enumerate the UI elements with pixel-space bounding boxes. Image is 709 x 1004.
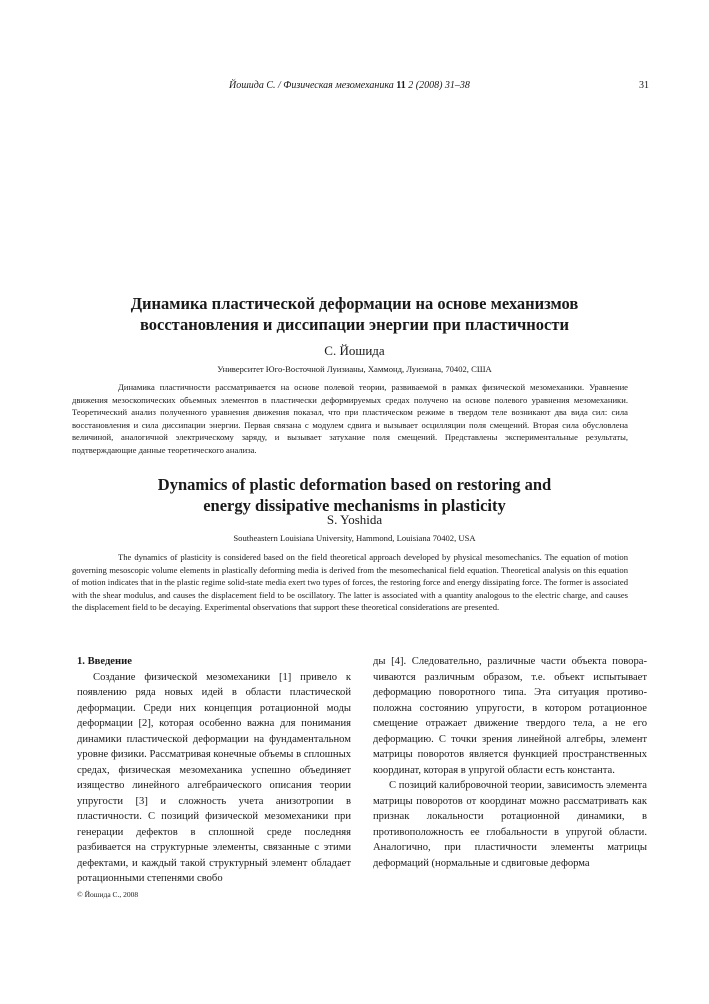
ru-abstract: Динамика пластичности рассматривается на основе полевой теории, развиваемой в рамках физической мезомеханики. Уравнение движения мезоскопических объемных элементов в пластически деформируемых средах получено на основе полевого уравнения мезомеханики. Теоретический анализ полученного уравнения движения показал, что при пластическом режиме в твердом теле возникают два вида сил: сила восстановления и сила диссипации энергии. Первая связана с модулем сдвига и вызывает осцилляции поля смещений. Вторая сила обусловлена величиной, аналогичной электрическому заряду, и вызывает затухание поля смещений. Представлены экспериментальные результаты, подтверждающие данные теоретического анализа. bbox=[72, 382, 628, 455]
header-year-pages: (2008) 31–38 bbox=[415, 80, 470, 91]
copyright-note: © Йошида С., 2008 bbox=[77, 890, 139, 899]
body-paragraph: ды [4]. Следовательно, различные части объекта поворачиваются различным образом, т.е. объект испытывает деформацию поворотного типа. Эта ситуация противоположна состоянию упругости, в котором ротационное смещение отражает движение твердого тела, а не его деформацию. С точки зрения линейной алгебры, элемент матрицы поворотов является функцией пространственных координат, которая в упругой области есть константа. bbox=[373, 656, 647, 776]
body-column-right bbox=[373, 654, 647, 871]
section-heading: 1. Введение bbox=[77, 656, 132, 667]
running-header bbox=[229, 80, 470, 91]
page-number: 31 bbox=[639, 80, 649, 91]
header-issue: 2 bbox=[408, 80, 414, 91]
en-affiliation: Southeastern Louisiana University, Hammond, Louisiana 70402, USA bbox=[233, 533, 476, 543]
header-authors: Йошида С. / bbox=[229, 80, 281, 91]
en-author: S. Yoshida bbox=[326, 512, 383, 527]
ru-author: С. Йошида bbox=[324, 343, 385, 358]
en-abstract: The dynamics of plasticity is considered based on the field theoretical approach developed by physical mesomechanics. The equation of motion governing mesoscopic volume elements in plastically deforming media is derived from the mesomechanical field equation. Theoretical analysis on this equation of motion indicates that in the plastic regime solid-state media exert two types of forces, the restoring force and energy dissipating force. The former is associated with the shear modulus, and causes the displacement field to be oscillatory. The latter is associated with a quantity analogous to the electric charge, and causes the displacement field to be decaying. Experimental observations that support these theoretical considerations are presented. bbox=[72, 552, 628, 612]
header-volume: 11 bbox=[396, 80, 406, 91]
header-journal: Физическая мезомеханика bbox=[283, 80, 394, 91]
ru-title bbox=[100, 293, 609, 335]
body-column-left bbox=[77, 654, 351, 887]
ru-title-line2: восстановления и диссипации энергии при пластичности bbox=[139, 315, 569, 334]
body-paragraph: С позиций калибровочной теории, зависимость элемента матрицы поворотов от координат можно рассматривать как признак локальности ротационной динамики, в противоположность ее глобальности в упругой области. Аналогично, при пластичности элементы матрицы деформаций (нормальные и сдвиговые деформа bbox=[373, 780, 647, 869]
ru-title-line1: Динамика пластической деформации на основе механизмов bbox=[130, 294, 579, 313]
en-title-line1: Dynamics of plastic deformation based on restoring and bbox=[157, 475, 552, 494]
en-title bbox=[100, 474, 609, 516]
en-title-line2: energy dissipative mechanisms in plasticity bbox=[203, 496, 506, 515]
ru-affiliation: Университет Юго-Восточной Луизианы, Хаммонд, Луизиана, 70402, США bbox=[217, 364, 492, 374]
body-paragraph: Создание физической мезомеханики [1] привело к появлению ряда новых идей в области пластической деформации. Среди них концепция ротационной моды деформации [2], которая особенно важна для понимания динамики пластической деформации на фундаментальном уровне физики. Рассматривая конечные объемы в сплошных средах, физическая мезомеханика успешно объединяет изящество линейного алгебраического описания теории упругости [3] и сложность учета анизотропии в пластичности. С позиций физической мезомеханики при генерации дефектов в сплошной среде последняя разбивается на структурные элементы, связанные с этими дефектами, и каждый такой структурный элемент обладает ротационными степенями свобо bbox=[77, 671, 351, 884]
